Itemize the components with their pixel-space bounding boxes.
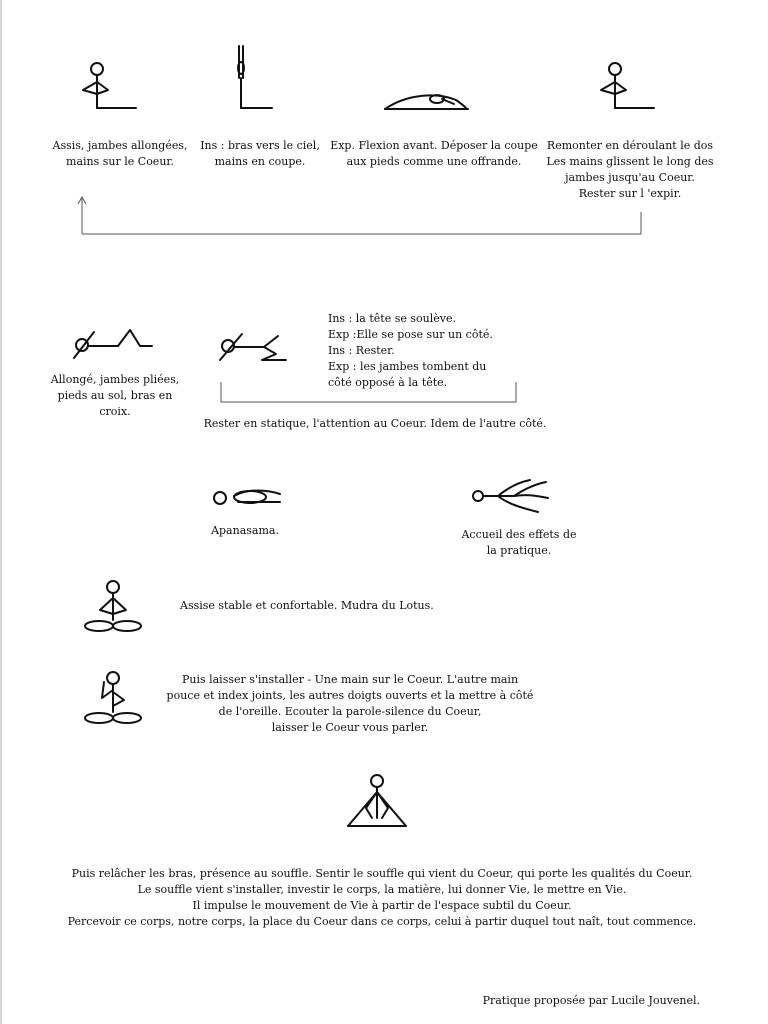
caption-hand-ear: Puis laisser s'installer - Une main sur le Coeur. L'autre main pouce et index joints, les autres doigts ouverts et la mettre à côté de l'oreille. Ecouter la parole-silence du Coeur, laisser le Coeur vous parler. [166, 673, 534, 734]
caption-arms-raised: Ins : bras vers le ciel, mains en coupe. [200, 139, 320, 168]
caption-lying-knees-bent: Allongé, jambes pliées, pieds au sol, bras en croix. [50, 373, 180, 418]
lying-knees-bent-figure-icon [70, 324, 156, 364]
seated-hand-ear-figure-icon [82, 668, 144, 730]
lying-twist-figure-icon [214, 330, 294, 366]
seated-hands-on-heart-figure-icon [596, 60, 658, 115]
seated-arms-raised-figure-icon [226, 44, 276, 116]
forward-bend-figure-icon [382, 88, 474, 114]
caption-forward-bend: Exp. Flexion avant. Déposer la coupe aux pieds comme une offrande. [330, 139, 538, 168]
seated-arms-relaxed-figure-icon [344, 772, 410, 832]
apanasana-figure-icon [208, 484, 288, 510]
seated-lotus-mudra-figure-icon [82, 578, 144, 636]
caption-roll-up: Remonter en déroulant le dos Les mains glissent le long des jambes jusqu'au Coeur. Rester sur l 'expir. [546, 139, 714, 200]
lying-rest-figure-icon [468, 478, 552, 516]
bracket [220, 381, 518, 405]
caption-lotus-mudra: Assise stable et confortable. Mudra du Lotus. [180, 599, 434, 612]
page-edge [0, 0, 2, 1024]
caption-seated-legs-extended: Assis, jambes allongées, mains sur le Coeur. [52, 139, 188, 168]
caption-welcome-effects: Accueil des effets de la pratique. [461, 528, 577, 557]
caption-apanasana: Apanasama. [211, 524, 279, 537]
closing-text: Puis relâcher les bras, présence au souffle. Sentir le souffle qui vient du Coeur, qui porte les qualités du Coeur. Le souffle vient s'installer, investir le corps, la matière, lui donner Vie, le mettre en Vie. Il impulse le mouvement de Vie à partir de l'espace subtil du Coeur. Percevoir ce corps, notre corps, la place du Coeur dans ce corps, celui à partir duquel tout naît, tout commence. [67, 867, 697, 928]
seated-legs-extended-figure-icon [78, 60, 140, 115]
footer-credit: Pratique proposée par Lucile Jouvenel. [482, 994, 700, 1007]
static-note: Rester en statique, l'attention au Coeur. Idem de l'autre côté. [203, 417, 547, 430]
loop-arrow [74, 194, 648, 238]
twist-instructions: Ins : la tête se soulève. Exp :Elle se pose sur un côté. Ins : Rester. Exp : les jambes tombent du côté opposé à la tête. [328, 312, 493, 389]
